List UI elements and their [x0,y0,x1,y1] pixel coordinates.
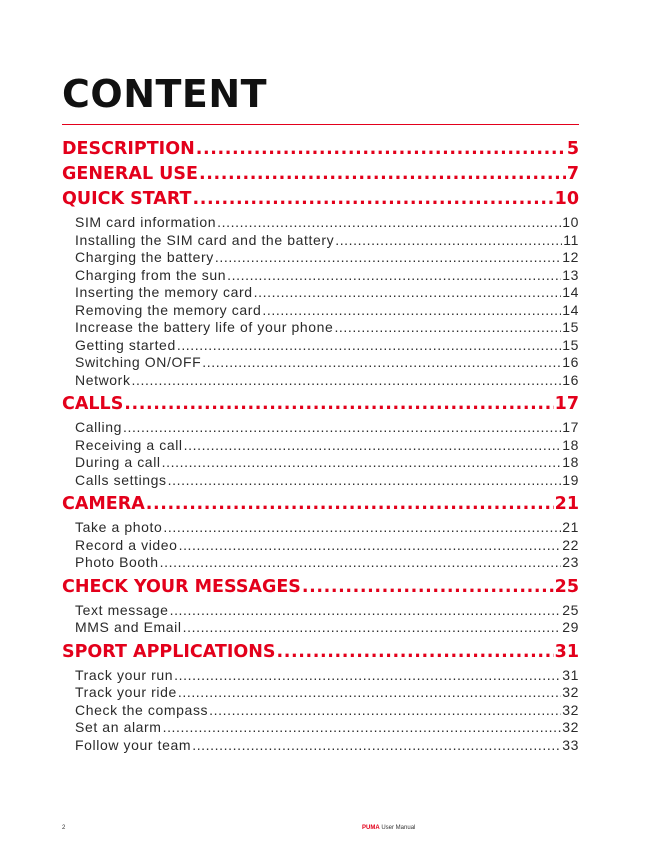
toc-page-number: 7 [566,164,579,184]
toc-entry-label: SIM card information [75,214,217,230]
dot-leader [335,232,562,250]
toc-page-number: 16 [562,354,579,370]
toc-subsection[interactable] [62,537,579,555]
toc-page-number: 32 [562,701,579,718]
toc-page-number: 22 [562,536,579,553]
toc-subsection[interactable] [62,284,579,302]
toc-page-number: 31 [562,666,579,683]
toc-page-number: 14 [562,284,579,300]
toc-subsection-list [62,419,579,489]
toc-subsection[interactable] [62,302,579,320]
toc-subsection[interactable] [62,472,579,490]
toc-page-number: 14 [562,301,579,318]
dot-leader [196,137,566,162]
toc-subsection[interactable] [62,684,579,702]
dot-leader [163,519,561,537]
brand-name: PUMA [362,825,380,831]
toc-subsection[interactable] [62,232,579,250]
toc-entry-label: Follow your team [75,736,192,753]
toc-entry-label: Removing the memory card [75,301,262,318]
dot-leader [262,302,561,320]
dot-leader [227,267,561,285]
toc-section[interactable] [62,640,579,665]
dot-leader [202,354,561,372]
dot-leader [163,719,562,737]
toc-page-number: 17 [554,394,579,414]
title-divider [62,124,579,125]
toc-subsection[interactable] [62,319,579,337]
dot-leader [168,472,562,490]
toc-entry-label: CHECK YOUR MESSAGES [62,576,301,597]
dot-leader [217,214,561,232]
toc-page-number: 10 [554,189,579,209]
toc-entry-label: Record a video [75,536,178,553]
toc-entry-label: CAMERA [62,494,145,514]
toc-section[interactable] [62,162,579,187]
dot-leader [132,372,562,390]
toc-entry-label: Set an alarm [75,719,162,735]
toc-subsection[interactable] [62,737,579,755]
toc-page-number: 33 [562,736,579,753]
dot-leader [192,737,561,755]
toc-subsection-list [62,667,579,755]
toc-entry-label: Track your run [75,666,174,683]
toc-entry-label: Network [75,371,131,388]
toc-entry-label: MMS and Email [75,619,182,635]
toc-page-number: 17 [562,419,579,435]
page-footer [62,825,579,835]
toc-section[interactable] [62,575,579,600]
toc-entry-label: Calling [75,419,122,435]
toc-page-number: 25 [554,576,579,597]
toc-page-number: 29 [562,619,579,635]
toc-subsection[interactable] [62,337,579,355]
toc-subsection[interactable] [62,437,579,455]
dot-leader [209,702,561,720]
toc-page-number: 11 [563,231,579,248]
page-number: 2 [62,825,66,831]
toc-entry-label: Charging the battery [75,249,214,265]
dot-leader [302,575,554,600]
dot-leader [179,537,562,555]
footer-brand [362,825,415,831]
toc-entry-label: Track your ride [75,684,177,700]
toc-entry-label: GENERAL USE [62,164,198,184]
toc-entry-label: During a call [75,454,161,470]
toc-entry-label: SPORT APPLICATIONS [62,641,276,662]
dot-leader [184,437,562,455]
dot-leader [277,640,554,665]
toc-entry-label: Increase the battery life of your phone [75,319,334,335]
toc-subsection-list [62,214,579,389]
toc-page-number: 12 [562,249,579,265]
toc-page-number: 18 [562,454,579,470]
toc-entry-label: Take a photo [75,519,163,535]
dot-leader [146,492,554,517]
dot-leader [174,667,561,685]
toc-page-number: 21 [562,519,579,535]
toc-subsection[interactable] [62,619,579,637]
toc-subsection[interactable] [62,214,579,232]
dot-leader [183,619,562,637]
page-title: CONTENT [62,72,268,116]
toc-entry-label: Charging from the sun [75,266,227,283]
dot-leader [254,284,562,302]
dot-leader [177,337,561,355]
toc-page-number: 25 [562,601,579,618]
toc-page-number: 23 [562,554,579,570]
dot-leader [178,684,561,702]
toc-page-number: 15 [562,319,579,335]
dot-leader [123,419,561,437]
dot-leader [192,187,553,212]
dot-leader [199,162,566,187]
toc-entry-label: Calls settings [75,471,167,488]
toc-entry-label: CALLS [62,394,124,414]
toc-entry-label: Switching ON/OFF [75,354,202,370]
toc-entry-label: DESCRIPTION [62,139,195,159]
toc-page-number: 32 [562,684,579,700]
toc-entry-label: Getting started [75,336,176,353]
toc-subsection[interactable] [62,554,579,572]
toc-subsection[interactable] [62,519,579,537]
toc-page-number: 5 [566,139,579,159]
toc-entry-label: Photo Booth [75,554,159,570]
toc-entry-label: Check the compass [75,701,209,718]
toc-entry-label: QUICK START [62,189,192,209]
toc-section[interactable] [62,492,579,517]
dot-leader [215,249,561,267]
toc-page-number: 31 [554,641,579,662]
toc-subsection-list [62,519,579,572]
toc-page-number: 18 [562,436,579,453]
toc-section[interactable] [62,137,579,162]
toc-page-number: 32 [562,719,579,735]
dot-leader [160,554,562,572]
toc-subsection[interactable] [62,354,579,372]
toc-subsection[interactable] [62,702,579,720]
toc-entry-label: Inserting the memory card [75,284,253,300]
toc-page-number: 16 [562,371,579,388]
toc-entry-label: Text message [75,601,169,618]
toc-entry-label: Installing the SIM card and the battery [75,231,335,248]
toc-subsection[interactable] [62,454,579,472]
toc-page-number: 10 [562,214,579,230]
table-of-contents [62,137,579,757]
toc-subsection[interactable] [62,267,579,285]
dot-leader [170,602,562,620]
toc-page-number: 21 [554,494,579,514]
toc-subsection[interactable] [62,602,579,620]
manual-label: User Manual [381,825,416,831]
toc-subsection-list [62,602,579,637]
toc-subsection[interactable] [62,719,579,737]
toc-subsection[interactable] [62,372,579,390]
dot-leader [334,319,561,337]
toc-subsection[interactable] [62,667,579,685]
toc-section[interactable] [62,187,579,212]
toc-section[interactable] [62,392,579,417]
dot-leader [162,454,562,472]
toc-page-number: 13 [562,266,579,283]
dot-leader [124,392,553,417]
toc-page-number: 15 [562,336,579,353]
toc-page-number: 19 [562,471,579,488]
toc-subsection[interactable] [62,419,579,437]
toc-subsection[interactable] [62,249,579,267]
toc-entry-label: Receiving a call [75,436,183,453]
